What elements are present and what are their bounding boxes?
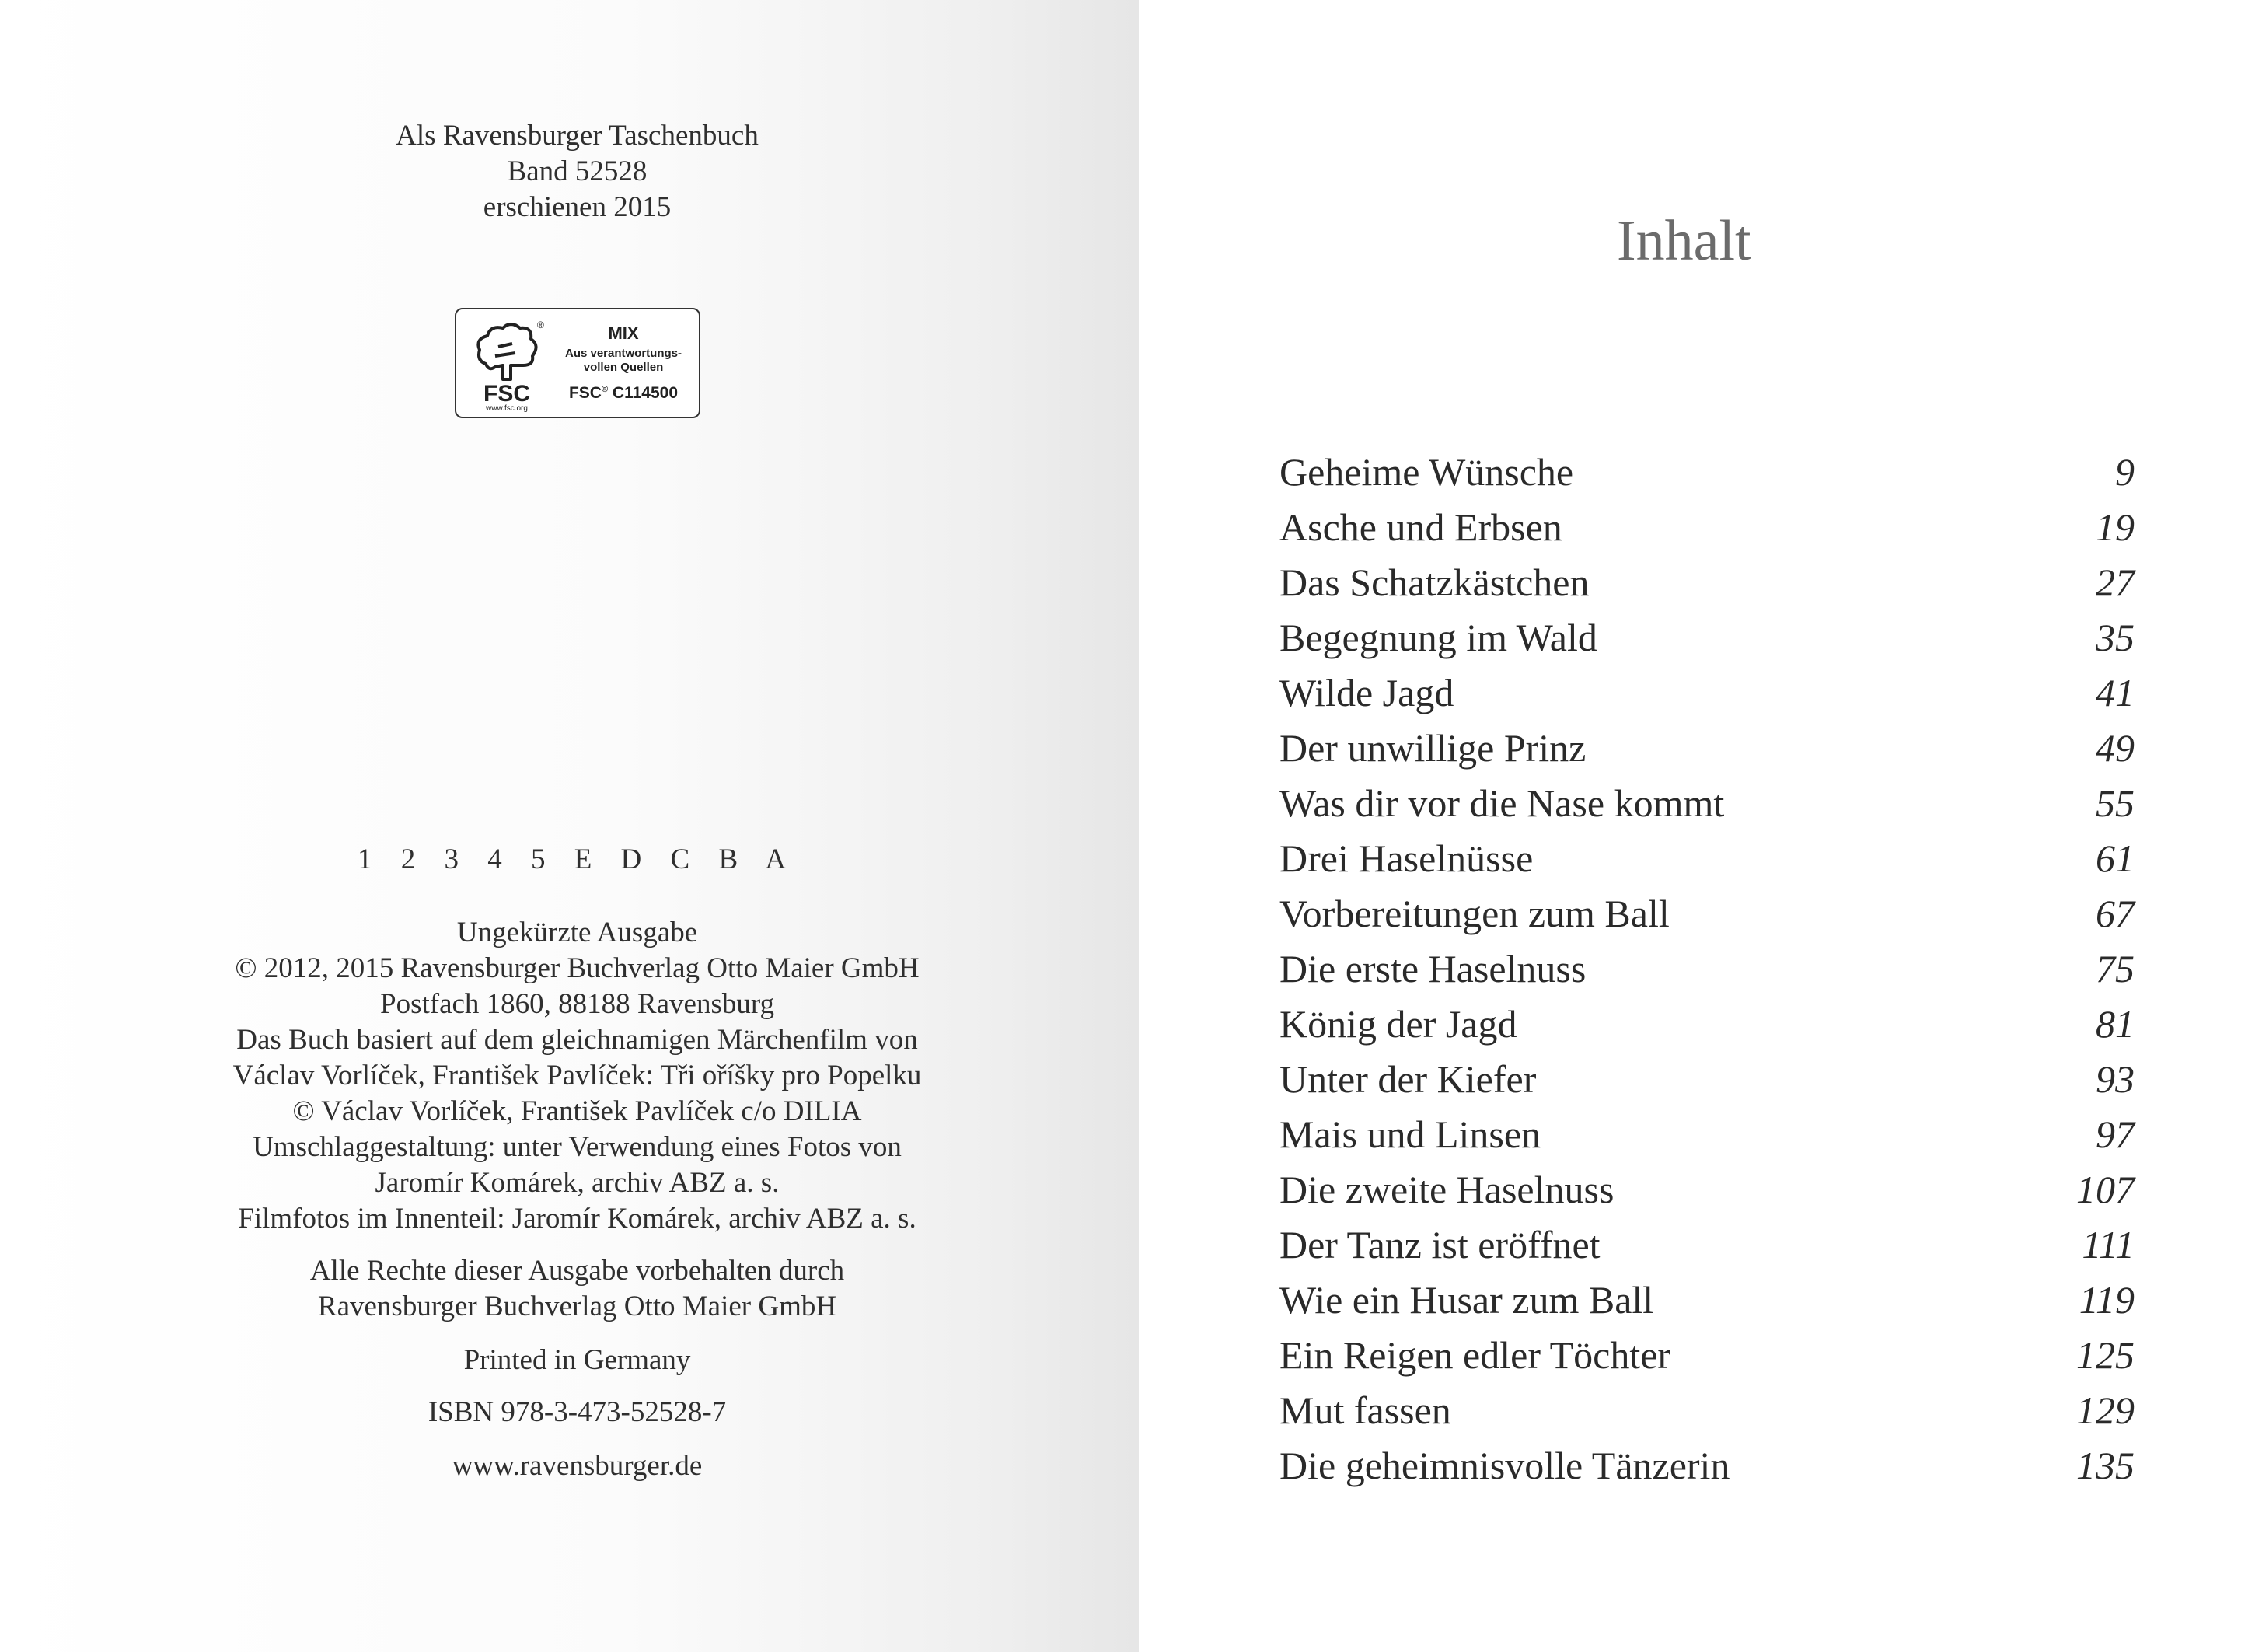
toc-page-number: 111 [2082, 1223, 2135, 1266]
toc-title: Mut fassen [1279, 1388, 1451, 1432]
toc-page-number: 135 [2076, 1444, 2135, 1487]
toc-entry[interactable] [1279, 555, 2135, 610]
toc-page-number: 75 [2096, 947, 2135, 990]
rights-line: Ravensburger Buchverlag Otto Maier GmbH [317, 1291, 837, 1322]
fsc-label [455, 308, 700, 418]
toc-page-number: 119 [2079, 1278, 2135, 1322]
credit-line: Umschlaggestaltung: unter Verwendung eines Fotos von [253, 1131, 902, 1163]
toc-page-number: 49 [2096, 726, 2135, 770]
toc-title: Wilde Jagd [1279, 671, 1454, 714]
toc-title: Geheime Wünsche [1279, 450, 1574, 494]
rights-line: Alle Rechte dieser Ausgabe vorbehalten durch [309, 1255, 845, 1287]
toc-entry[interactable] [1279, 1217, 2135, 1273]
toc-title: Asche und Erbsen [1279, 505, 1562, 549]
toc-heading: Inhalt [1617, 209, 1751, 273]
toc-page-number: 41 [2096, 671, 2135, 714]
website-link[interactable]: www.ravensburger.de [452, 1450, 703, 1482]
toc-page-number: 9 [2115, 450, 2135, 494]
toc-title: Wie ein Husar zum Ball [1279, 1278, 1654, 1322]
toc-entry[interactable] [1279, 1383, 2135, 1438]
toc-entry[interactable] [1279, 500, 2135, 555]
fsc-desc-line: vollen Quellen [583, 361, 664, 374]
credit-line: Václav Vorlíček, František Pavlíček: Tři oříšky pro Popelku [232, 1060, 922, 1091]
toc-entry[interactable] [1279, 1438, 2135, 1493]
fsc-mix: MIX [608, 323, 639, 343]
toc-title: Der unwillige Prinz [1279, 726, 1587, 770]
credit-line: © Václav Vorlíček, František Pavlíček c/o DILIA [292, 1095, 862, 1127]
toc-page-number: 81 [2096, 1002, 2135, 1046]
fsc-desc-line: Aus verantwortungs- [564, 347, 682, 360]
isbn: ISBN 978-3-473-52528-7 [428, 1396, 727, 1428]
credit-line: © 2012, 2015 Ravensburger Buchverlag Otto Maier GmbH [235, 952, 920, 984]
toc-page-number: 67 [2096, 892, 2135, 935]
toc-entry[interactable] [1279, 665, 2135, 721]
fsc-code [553, 384, 693, 403]
fsc-text [553, 323, 693, 403]
toc-page-number: 35 [2096, 616, 2135, 659]
toc-entry[interactable] [1279, 997, 2135, 1052]
fsc-tree-logo [464, 316, 550, 412]
registered-mark: ® [537, 320, 544, 330]
toc-entry[interactable] [1279, 721, 2135, 776]
toc-page-number: 27 [2096, 561, 2135, 604]
toc-entry[interactable] [1279, 1162, 2135, 1217]
credit-line: Postfach 1860, 88188 Ravensburg [380, 988, 774, 1020]
table-of-contents [1279, 445, 2135, 1493]
toc-page-number: 129 [2076, 1388, 2135, 1432]
credit-line: Ungekürzte Ausgabe [456, 917, 698, 948]
toc-entry[interactable] [1279, 610, 2135, 665]
toc-page-number: 19 [2096, 505, 2135, 549]
toc-title: Mais und Linsen [1279, 1112, 1541, 1156]
printed-in: Printed in Germany [463, 1344, 691, 1376]
toc-title: Ein Reigen edler Töchter [1279, 1333, 1671, 1377]
fsc-code-registered: ® [601, 385, 609, 394]
toc-title: König der Jagd [1279, 1002, 1517, 1046]
toc-entry[interactable] [1279, 1328, 2135, 1383]
credit-line: Filmfotos im Innenteil: Jaromír Komárek, archiv ABZ a. s. [238, 1203, 916, 1235]
toc-title: Begegnung im Wald [1279, 616, 1597, 659]
toc-page-number: 107 [2076, 1168, 2135, 1211]
credits [0, 915, 1154, 1237]
credit-line: Das Buch basiert auf dem gleichnamigen Märchenfilm von [236, 1024, 918, 1056]
toc-page-number: 93 [2096, 1057, 2135, 1101]
imprint-line: Als Ravensburger Taschenbuch [396, 120, 759, 152]
imprint-header [0, 118, 1154, 225]
rights-notice [0, 1253, 1154, 1325]
toc-title: Das Schatzkästchen [1279, 561, 1590, 604]
toc-title: Die zweite Haselnuss [1279, 1168, 1614, 1211]
toc-title: Vorbereitungen zum Ball [1279, 892, 1670, 935]
toc-entry[interactable] [1279, 941, 2135, 997]
toc-entry[interactable] [1279, 445, 2135, 500]
toc-title: Drei Haselnüsse [1279, 836, 1534, 880]
toc-title: Der Tanz ist eröffnet [1279, 1223, 1601, 1266]
fsc-code-prefix: FSC [568, 384, 602, 402]
toc-title: Die erste Haselnuss [1279, 947, 1587, 990]
toc-title: Unter der Kiefer [1279, 1057, 1537, 1101]
imprint-line: erschienen 2015 [483, 191, 672, 223]
toc-page-number: 61 [2096, 836, 2135, 880]
toc-title: Die geheimnisvolle Tänzerin [1279, 1444, 1730, 1487]
toc-entry[interactable] [1279, 886, 2135, 941]
toc-entry[interactable] [1279, 1107, 2135, 1162]
toc-page-number: 97 [2096, 1112, 2135, 1156]
toc-page-number: 125 [2076, 1333, 2135, 1377]
printing-line: 1 2 3 4 5 E D C B A [357, 843, 798, 875]
toc-entry[interactable] [1279, 1052, 2135, 1107]
credit-line: Jaromír Komárek, archiv ABZ a. s. [375, 1167, 780, 1199]
imprint-line: Band 52528 [507, 155, 648, 187]
toc-page-number: 55 [2096, 781, 2135, 825]
toc-entry[interactable] [1279, 831, 2135, 886]
toc-entry[interactable] [1279, 1273, 2135, 1328]
fsc-code-number: C114500 [612, 384, 679, 402]
fsc-logo-text: FSC [483, 381, 530, 407]
toc-entry[interactable] [1279, 776, 2135, 831]
toc-title: Was dir vor die Nase kommt [1279, 781, 1725, 825]
fsc-url: www.fsc.org [486, 404, 528, 412]
